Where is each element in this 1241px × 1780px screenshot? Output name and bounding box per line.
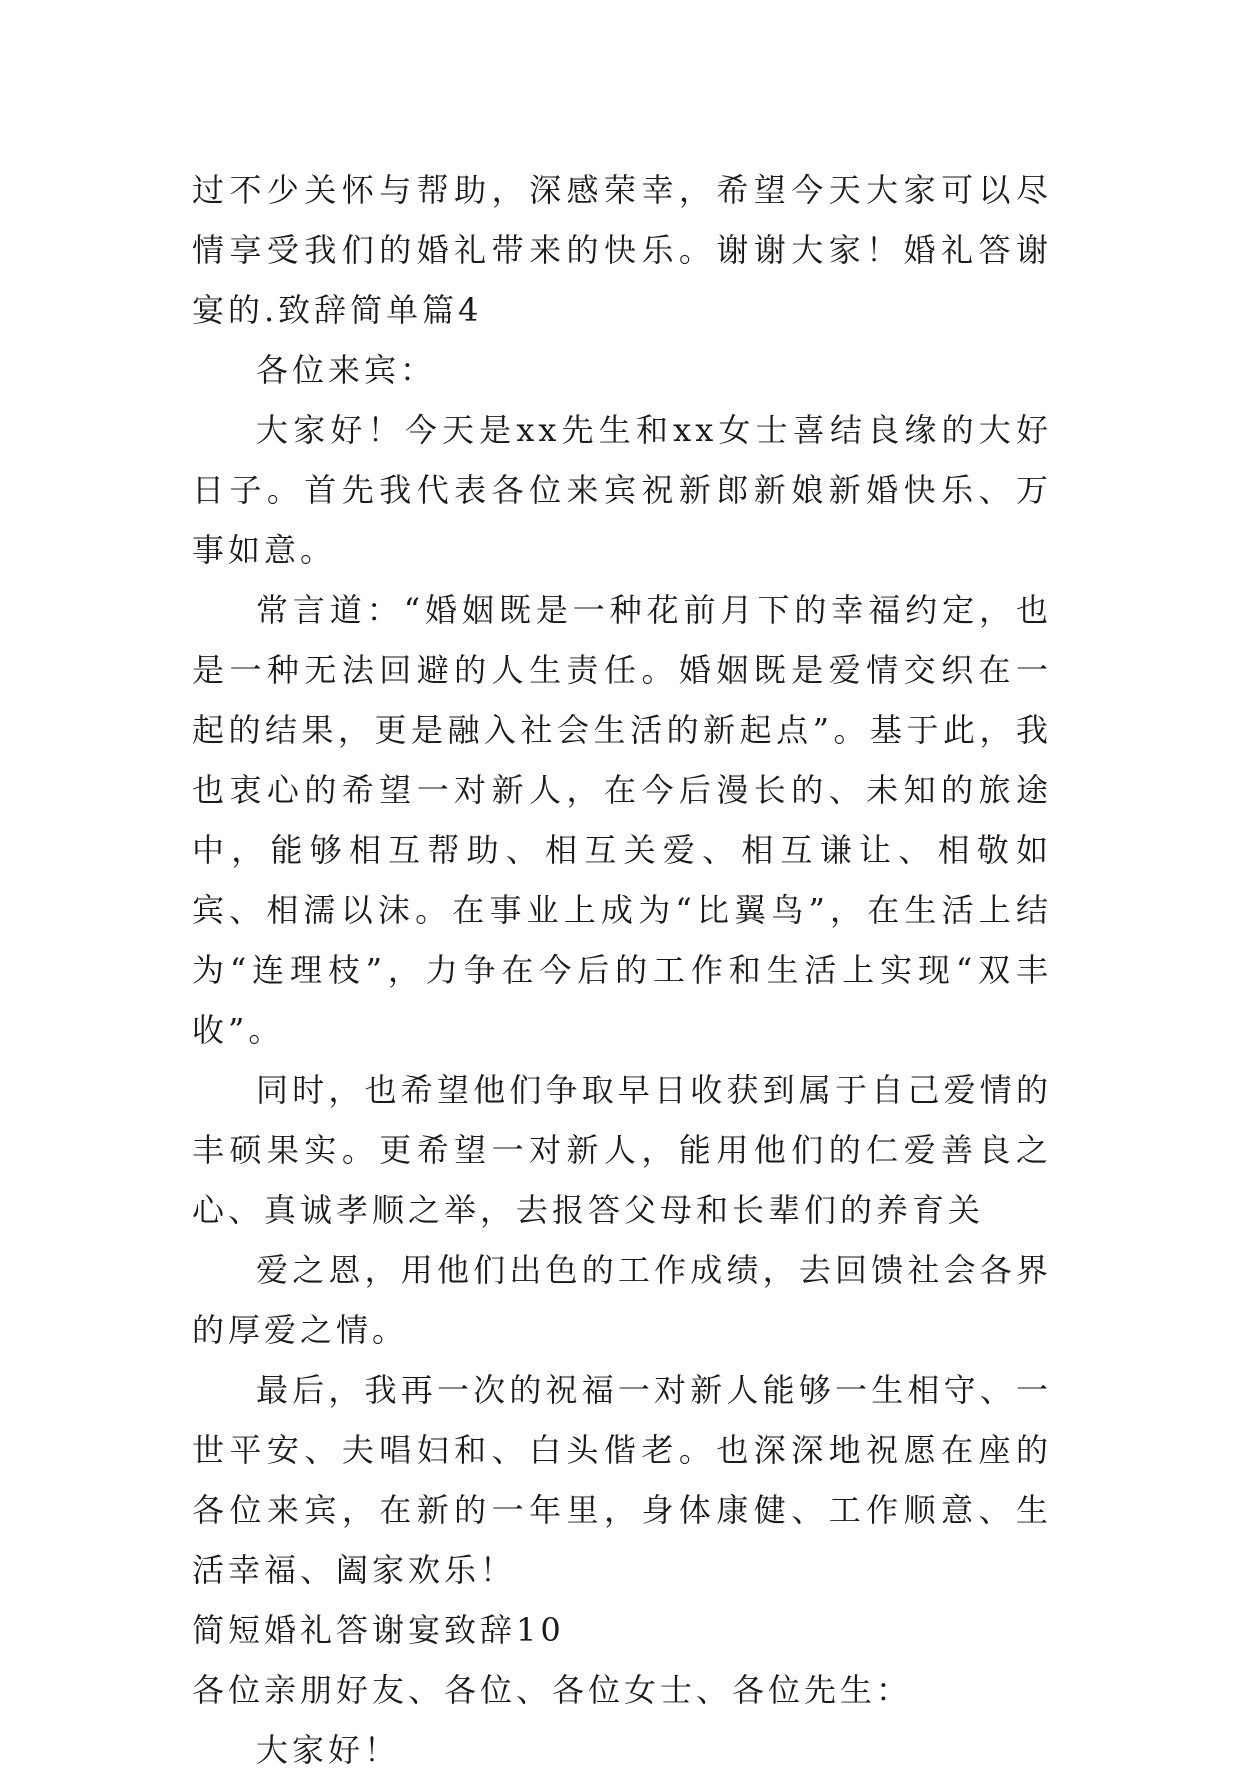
paragraph-greeting: 大家好！今天是xx先生和xx女士喜结良缘的大好日子。首先我代表各位来宾祝新郎新娘新婚快乐、万事如意。 bbox=[192, 411, 1052, 569]
section-heading: 简短婚礼答谢宴致辞10 bbox=[192, 1611, 565, 1649]
paragraph-salutation: 各位来宾： bbox=[256, 351, 437, 389]
paragraph-blessing: 最后，我再一次的祝福一对新人能够一生相守、一世平安、夫唱妇和、白头偕老。也深深地祝愿在座的各位来宾，在新的一年里，身体康健、工作顺意、生活幸福、阖家欢乐！ bbox=[192, 1371, 1052, 1589]
paragraph-address: 各位亲朋好友、各位、各位女士、各位先生： bbox=[192, 1671, 913, 1709]
document-body bbox=[192, 160, 1052, 1780]
paragraph-gratitude: 爱之恩，用他们出色的工作成绩，去回馈社会各界的厚爱之情。 bbox=[192, 1251, 1052, 1349]
paragraph-continuation: 过不少关怀与帮助，深感荣幸，希望今天大家可以尽情享受我们的婚礼带来的快乐。谢谢大家！婚礼答谢宴的.致辞简单篇4 bbox=[192, 171, 1052, 329]
paragraph-saying: 常言道：“婚姻既是一种花前月下的幸福约定，也是一种无法回避的人生责任。婚姻既是爱情交织在一起的结果，更是融入社会生活的新起点”。基于此，我也衷心的希望一对新人，在今后漫长的、未知的旅途中，能够相互帮助、相互关爱、相互谦让、相敬如宾、相濡以沫。在事业上成为“比翼鸟”，在生活上结为“连理枝”，力争在今后的工作和生活上实现“双丰收”。 bbox=[192, 591, 1052, 1049]
paragraph-hope: 同时，也希望他们争取早日收获到属于自己爱情的丰硕果实。更希望一对新人，能用他们的仁爱善良之心、真诚孝顺之举，去报答父母和长辈们的养育关 bbox=[192, 1071, 1052, 1229]
paragraph-hello: 大家好！ bbox=[256, 1731, 401, 1769]
